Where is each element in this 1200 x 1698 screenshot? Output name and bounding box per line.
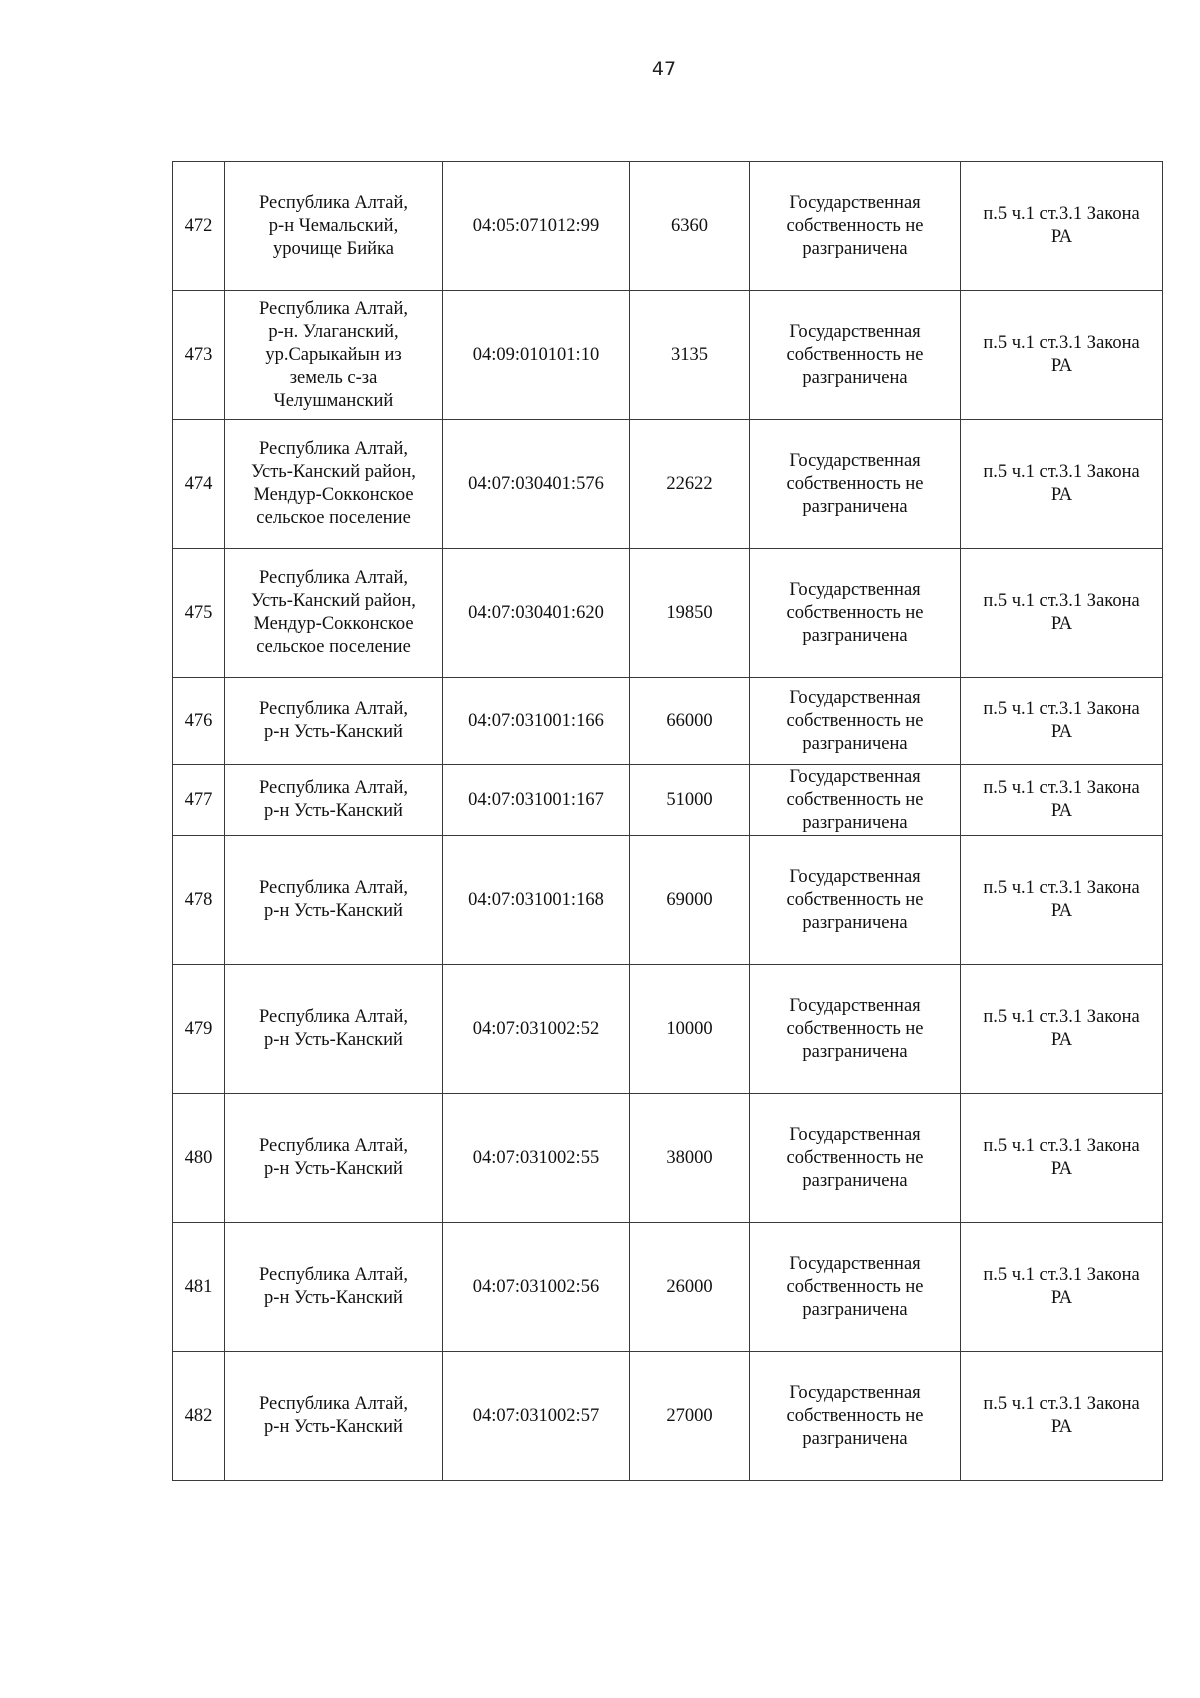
table-row xyxy=(173,162,1163,291)
law-basis-cell-line: п.5 ч.1 ст.3.1 Закона xyxy=(983,591,1140,611)
ownership-cell-line: собственность не xyxy=(786,789,924,810)
cadastral-number-cell-text: 04:09:010101:10 xyxy=(472,344,600,365)
table-row xyxy=(173,836,1163,965)
address-cell xyxy=(225,965,443,1094)
ownership-cell xyxy=(750,1094,961,1223)
law-basis-cell-line: п.5 ч.1 ст.3.1 Закона xyxy=(983,333,1140,353)
ownership-cell-line: собственность не xyxy=(786,1405,924,1426)
area-cell xyxy=(630,291,750,420)
cadastral-number-cell xyxy=(443,1352,630,1481)
area-cell-text: 66000 xyxy=(666,710,713,731)
ownership-cell-line: собственность не xyxy=(786,1018,924,1039)
ownership-cell xyxy=(750,420,961,549)
area-cell-text: 51000 xyxy=(666,789,713,810)
ownership-cell-line: разграничена xyxy=(802,733,908,754)
law-basis-cell xyxy=(961,420,1163,549)
law-basis-cell-line: п.5 ч.1 ст.3.1 Закона xyxy=(983,699,1140,719)
ownership-cell-line: собственность не xyxy=(786,473,924,494)
row-number-cell-text: 476 xyxy=(184,710,213,731)
cadastral-number-cell xyxy=(443,836,630,965)
area-cell-text: 27000 xyxy=(666,1405,713,1426)
law-basis-cell-line: РА xyxy=(1050,801,1073,821)
address-cell-line: Республика Алтай, xyxy=(258,192,409,213)
cadastral-number-cell-text: 04:05:071012:99 xyxy=(472,215,600,236)
address-cell-line: земель с-за xyxy=(289,367,378,388)
table-row xyxy=(173,549,1163,678)
address-cell-line: р-н Усть-Канский xyxy=(264,901,403,921)
row-number-cell-text: 475 xyxy=(184,602,213,623)
table-body xyxy=(173,162,1163,1481)
area-cell xyxy=(630,965,750,1094)
row-number-cell-text: 477 xyxy=(184,789,213,810)
law-basis-cell-line: РА xyxy=(1050,227,1073,247)
law-basis-cell xyxy=(961,1223,1163,1352)
row-number-cell xyxy=(173,1352,225,1481)
address-cell xyxy=(225,1094,443,1223)
law-basis-cell xyxy=(961,1094,1163,1223)
law-basis-cell xyxy=(961,162,1163,291)
law-basis-cell-line: п.5 ч.1 ст.3.1 Закона xyxy=(983,1007,1140,1027)
table-row xyxy=(173,965,1163,1094)
page-number: 47 xyxy=(651,58,677,80)
row-number-cell xyxy=(173,291,225,420)
ownership-cell-line: собственность не xyxy=(786,710,924,731)
law-basis-cell-line: п.5 ч.1 ст.3.1 Закона xyxy=(983,204,1140,224)
law-basis-cell-line: п.5 ч.1 ст.3.1 Закона xyxy=(983,1394,1140,1414)
address-cell-line: р-н Усть-Канский xyxy=(264,1417,403,1437)
address-cell-line: р-н Усть-Канский xyxy=(264,1288,403,1308)
ownership-cell-line: разграничена xyxy=(802,1428,908,1449)
table-row xyxy=(173,1352,1163,1481)
law-basis-cell-line: п.5 ч.1 ст.3.1 Закона xyxy=(983,878,1140,898)
law-basis-cell-line: РА xyxy=(1050,722,1073,742)
address-cell xyxy=(225,678,443,765)
area-cell-text: 38000 xyxy=(666,1147,713,1168)
ownership-cell-line: Государственная xyxy=(789,321,921,342)
ownership-cell-line: разграничена xyxy=(802,812,908,833)
address-cell-line: Челушманский xyxy=(273,390,394,411)
ownership-cell-line: Государственная xyxy=(789,995,921,1016)
ownership-cell xyxy=(750,965,961,1094)
cadastral-number-cell-text: 04:07:031001:166 xyxy=(468,710,604,731)
area-cell xyxy=(630,765,750,836)
ownership-cell-line: собственность не xyxy=(786,1276,924,1297)
row-number-cell-text: 473 xyxy=(184,344,213,365)
cadastral-number-cell-text: 04:07:031002:56 xyxy=(472,1276,600,1297)
row-number-cell xyxy=(173,420,225,549)
table-row xyxy=(173,1223,1163,1352)
law-basis-cell xyxy=(961,678,1163,765)
ownership-cell-line: разграничена xyxy=(802,367,908,388)
row-number-cell xyxy=(173,1223,225,1352)
area-cell-text: 69000 xyxy=(666,889,713,910)
cadastral-number-cell-text: 04:07:031002:52 xyxy=(472,1018,600,1039)
address-cell-line: р-н Усть-Канский xyxy=(264,722,403,742)
table-row xyxy=(173,1094,1163,1223)
ownership-cell-line: разграничена xyxy=(802,1170,908,1191)
address-cell-line: Республика Алтай, xyxy=(258,1394,409,1414)
ownership-cell xyxy=(750,678,961,765)
law-basis-cell xyxy=(961,1352,1163,1481)
area-cell xyxy=(630,162,750,291)
address-cell-line: р-н Усть-Канский xyxy=(264,801,403,821)
cadastral-number-cell-text: 04:07:031002:55 xyxy=(472,1147,600,1168)
cadastral-number-cell-text: 04:07:030401:576 xyxy=(468,473,604,494)
address-cell-line: Республика Алтай, xyxy=(258,568,409,588)
ownership-cell-line: собственность не xyxy=(786,344,924,365)
ownership-cell-line: Государственная xyxy=(789,192,921,213)
ownership-cell-line: разграничена xyxy=(802,912,908,933)
area-cell-text: 26000 xyxy=(666,1276,713,1297)
area-cell-text: 19850 xyxy=(666,602,713,623)
cadastral-number-cell xyxy=(443,1094,630,1223)
cadastral-number-cell xyxy=(443,420,630,549)
ownership-cell xyxy=(750,162,961,291)
table-row xyxy=(173,291,1163,420)
address-cell xyxy=(225,1223,443,1352)
cadastral-number-cell-text: 04:07:031001:167 xyxy=(468,789,604,810)
address-cell xyxy=(225,836,443,965)
address-cell-line: Мендур-Сокконское xyxy=(253,485,414,505)
law-basis-cell-line: РА xyxy=(1050,485,1073,505)
address-cell-line: Мендур-Сокконское xyxy=(253,614,414,634)
law-basis-cell xyxy=(961,765,1163,836)
area-cell xyxy=(630,836,750,965)
row-number-cell-text: 480 xyxy=(184,1147,213,1168)
law-basis-cell-line: РА xyxy=(1050,1417,1073,1437)
ownership-cell xyxy=(750,765,961,836)
address-cell-line: ур.Сарыкайын из xyxy=(265,344,402,365)
ownership-cell-line: разграничена xyxy=(802,238,908,259)
ownership-cell-line: разграничена xyxy=(802,496,908,517)
ownership-cell-line: разграничена xyxy=(802,1299,908,1320)
ownership-cell-line: разграничена xyxy=(802,1041,908,1062)
ownership-cell-line: собственность не xyxy=(786,1147,924,1168)
row-number-cell xyxy=(173,965,225,1094)
address-cell xyxy=(225,162,443,291)
row-number-cell-text: 474 xyxy=(184,473,213,494)
row-number-cell xyxy=(173,549,225,678)
ownership-cell-line: собственность не xyxy=(786,602,924,623)
area-cell xyxy=(630,549,750,678)
address-cell-line: р-н Усть-Канский xyxy=(264,1030,403,1050)
ownership-cell xyxy=(750,549,961,678)
address-cell-line: р-н. Улаганский, xyxy=(268,321,399,342)
ownership-cell-line: Государственная xyxy=(789,766,921,787)
address-cell xyxy=(225,420,443,549)
address-cell-line: Республика Алтай, xyxy=(258,439,409,459)
law-basis-cell-line: п.5 ч.1 ст.3.1 Закона xyxy=(983,1136,1140,1156)
law-basis-cell-line: п.5 ч.1 ст.3.1 Закона xyxy=(983,1265,1140,1285)
cadastral-number-cell xyxy=(443,162,630,291)
row-number-cell xyxy=(173,1094,225,1223)
address-cell-line: сельское поселение xyxy=(256,637,411,657)
ownership-cell-line: Государственная xyxy=(789,687,921,708)
law-basis-cell-line: РА xyxy=(1050,1030,1073,1050)
cadastral-number-cell xyxy=(443,765,630,836)
address-cell xyxy=(225,1352,443,1481)
law-basis-cell-line: РА xyxy=(1050,901,1073,921)
table-row xyxy=(173,765,1163,836)
law-basis-cell-line: РА xyxy=(1050,1288,1073,1308)
law-basis-cell xyxy=(961,549,1163,678)
address-cell-line: Усть-Канский район, xyxy=(251,591,416,611)
area-cell-text: 22622 xyxy=(666,473,713,494)
area-cell xyxy=(630,678,750,765)
law-basis-cell-line: РА xyxy=(1050,1159,1073,1179)
row-number-cell-text: 478 xyxy=(184,889,213,910)
row-number-cell-text: 479 xyxy=(184,1018,213,1039)
table-row xyxy=(173,678,1163,765)
cadastral-number-cell xyxy=(443,678,630,765)
ownership-cell-line: Государственная xyxy=(789,579,921,600)
address-cell-line: сельское поселение xyxy=(256,508,411,528)
cadastral-number-cell-text: 04:07:030401:620 xyxy=(468,602,604,623)
law-basis-cell xyxy=(961,291,1163,420)
law-basis-cell-line: РА xyxy=(1050,614,1073,634)
address-cell-line: Усть-Канский район, xyxy=(251,462,416,482)
ownership-cell-line: Государственная xyxy=(789,1253,921,1274)
row-number-cell-text: 481 xyxy=(184,1276,213,1297)
ownership-cell-line: Государственная xyxy=(789,866,921,887)
land-plots-table xyxy=(172,161,1163,1481)
area-cell xyxy=(630,1352,750,1481)
address-cell-line: Республика Алтай, xyxy=(258,1265,409,1285)
address-cell xyxy=(225,765,443,836)
ownership-cell xyxy=(750,1223,961,1352)
ownership-cell-line: Государственная xyxy=(789,450,921,471)
law-basis-cell-line: п.5 ч.1 ст.3.1 Закона xyxy=(983,462,1140,482)
area-cell xyxy=(630,1094,750,1223)
row-number-cell xyxy=(173,836,225,965)
address-cell xyxy=(225,549,443,678)
area-cell-text: 3135 xyxy=(671,344,708,365)
law-basis-cell xyxy=(961,836,1163,965)
law-basis-cell-line: п.5 ч.1 ст.3.1 Закона xyxy=(983,778,1140,798)
address-cell-line: Республика Алтай, xyxy=(258,778,409,798)
address-cell-line: Республика Алтай, xyxy=(258,699,409,719)
ownership-cell xyxy=(750,836,961,965)
row-number-cell xyxy=(173,765,225,836)
row-number-cell xyxy=(173,678,225,765)
row-number-cell-text: 472 xyxy=(184,215,213,236)
cadastral-number-cell xyxy=(443,965,630,1094)
address-cell-line: Республика Алтай, xyxy=(258,298,409,319)
cadastral-number-cell xyxy=(443,1223,630,1352)
ownership-cell-line: Государственная xyxy=(789,1382,921,1403)
area-cell xyxy=(630,420,750,549)
ownership-cell xyxy=(750,291,961,420)
law-basis-cell-line: РА xyxy=(1050,356,1073,376)
cadastral-number-cell xyxy=(443,549,630,678)
area-cell-text: 10000 xyxy=(666,1018,713,1039)
table-row xyxy=(173,420,1163,549)
ownership-cell-line: Государственная xyxy=(789,1124,921,1145)
area-cell-text: 6360 xyxy=(671,215,708,236)
ownership-cell-line: собственность не xyxy=(786,889,924,910)
address-cell xyxy=(225,291,443,420)
address-cell-line: р-н Чемальский, xyxy=(268,215,399,236)
ownership-cell xyxy=(750,1352,961,1481)
law-basis-cell xyxy=(961,965,1163,1094)
cadastral-number-cell xyxy=(443,291,630,420)
ownership-cell-line: собственность не xyxy=(786,215,924,236)
address-cell-line: Республика Алтай, xyxy=(258,1007,409,1027)
area-cell xyxy=(630,1223,750,1352)
row-number-cell-text: 482 xyxy=(184,1405,213,1426)
ownership-cell-line: разграничена xyxy=(802,625,908,646)
address-cell-line: урочище Бийка xyxy=(273,238,394,259)
address-cell-line: Республика Алтай, xyxy=(258,878,409,898)
cadastral-number-cell-text: 04:07:031002:57 xyxy=(472,1405,600,1426)
cadastral-number-cell-text: 04:07:031001:168 xyxy=(468,889,604,910)
address-cell-line: р-н Усть-Канский xyxy=(264,1159,403,1179)
address-cell-line: Республика Алтай, xyxy=(258,1136,409,1156)
row-number-cell xyxy=(173,162,225,291)
